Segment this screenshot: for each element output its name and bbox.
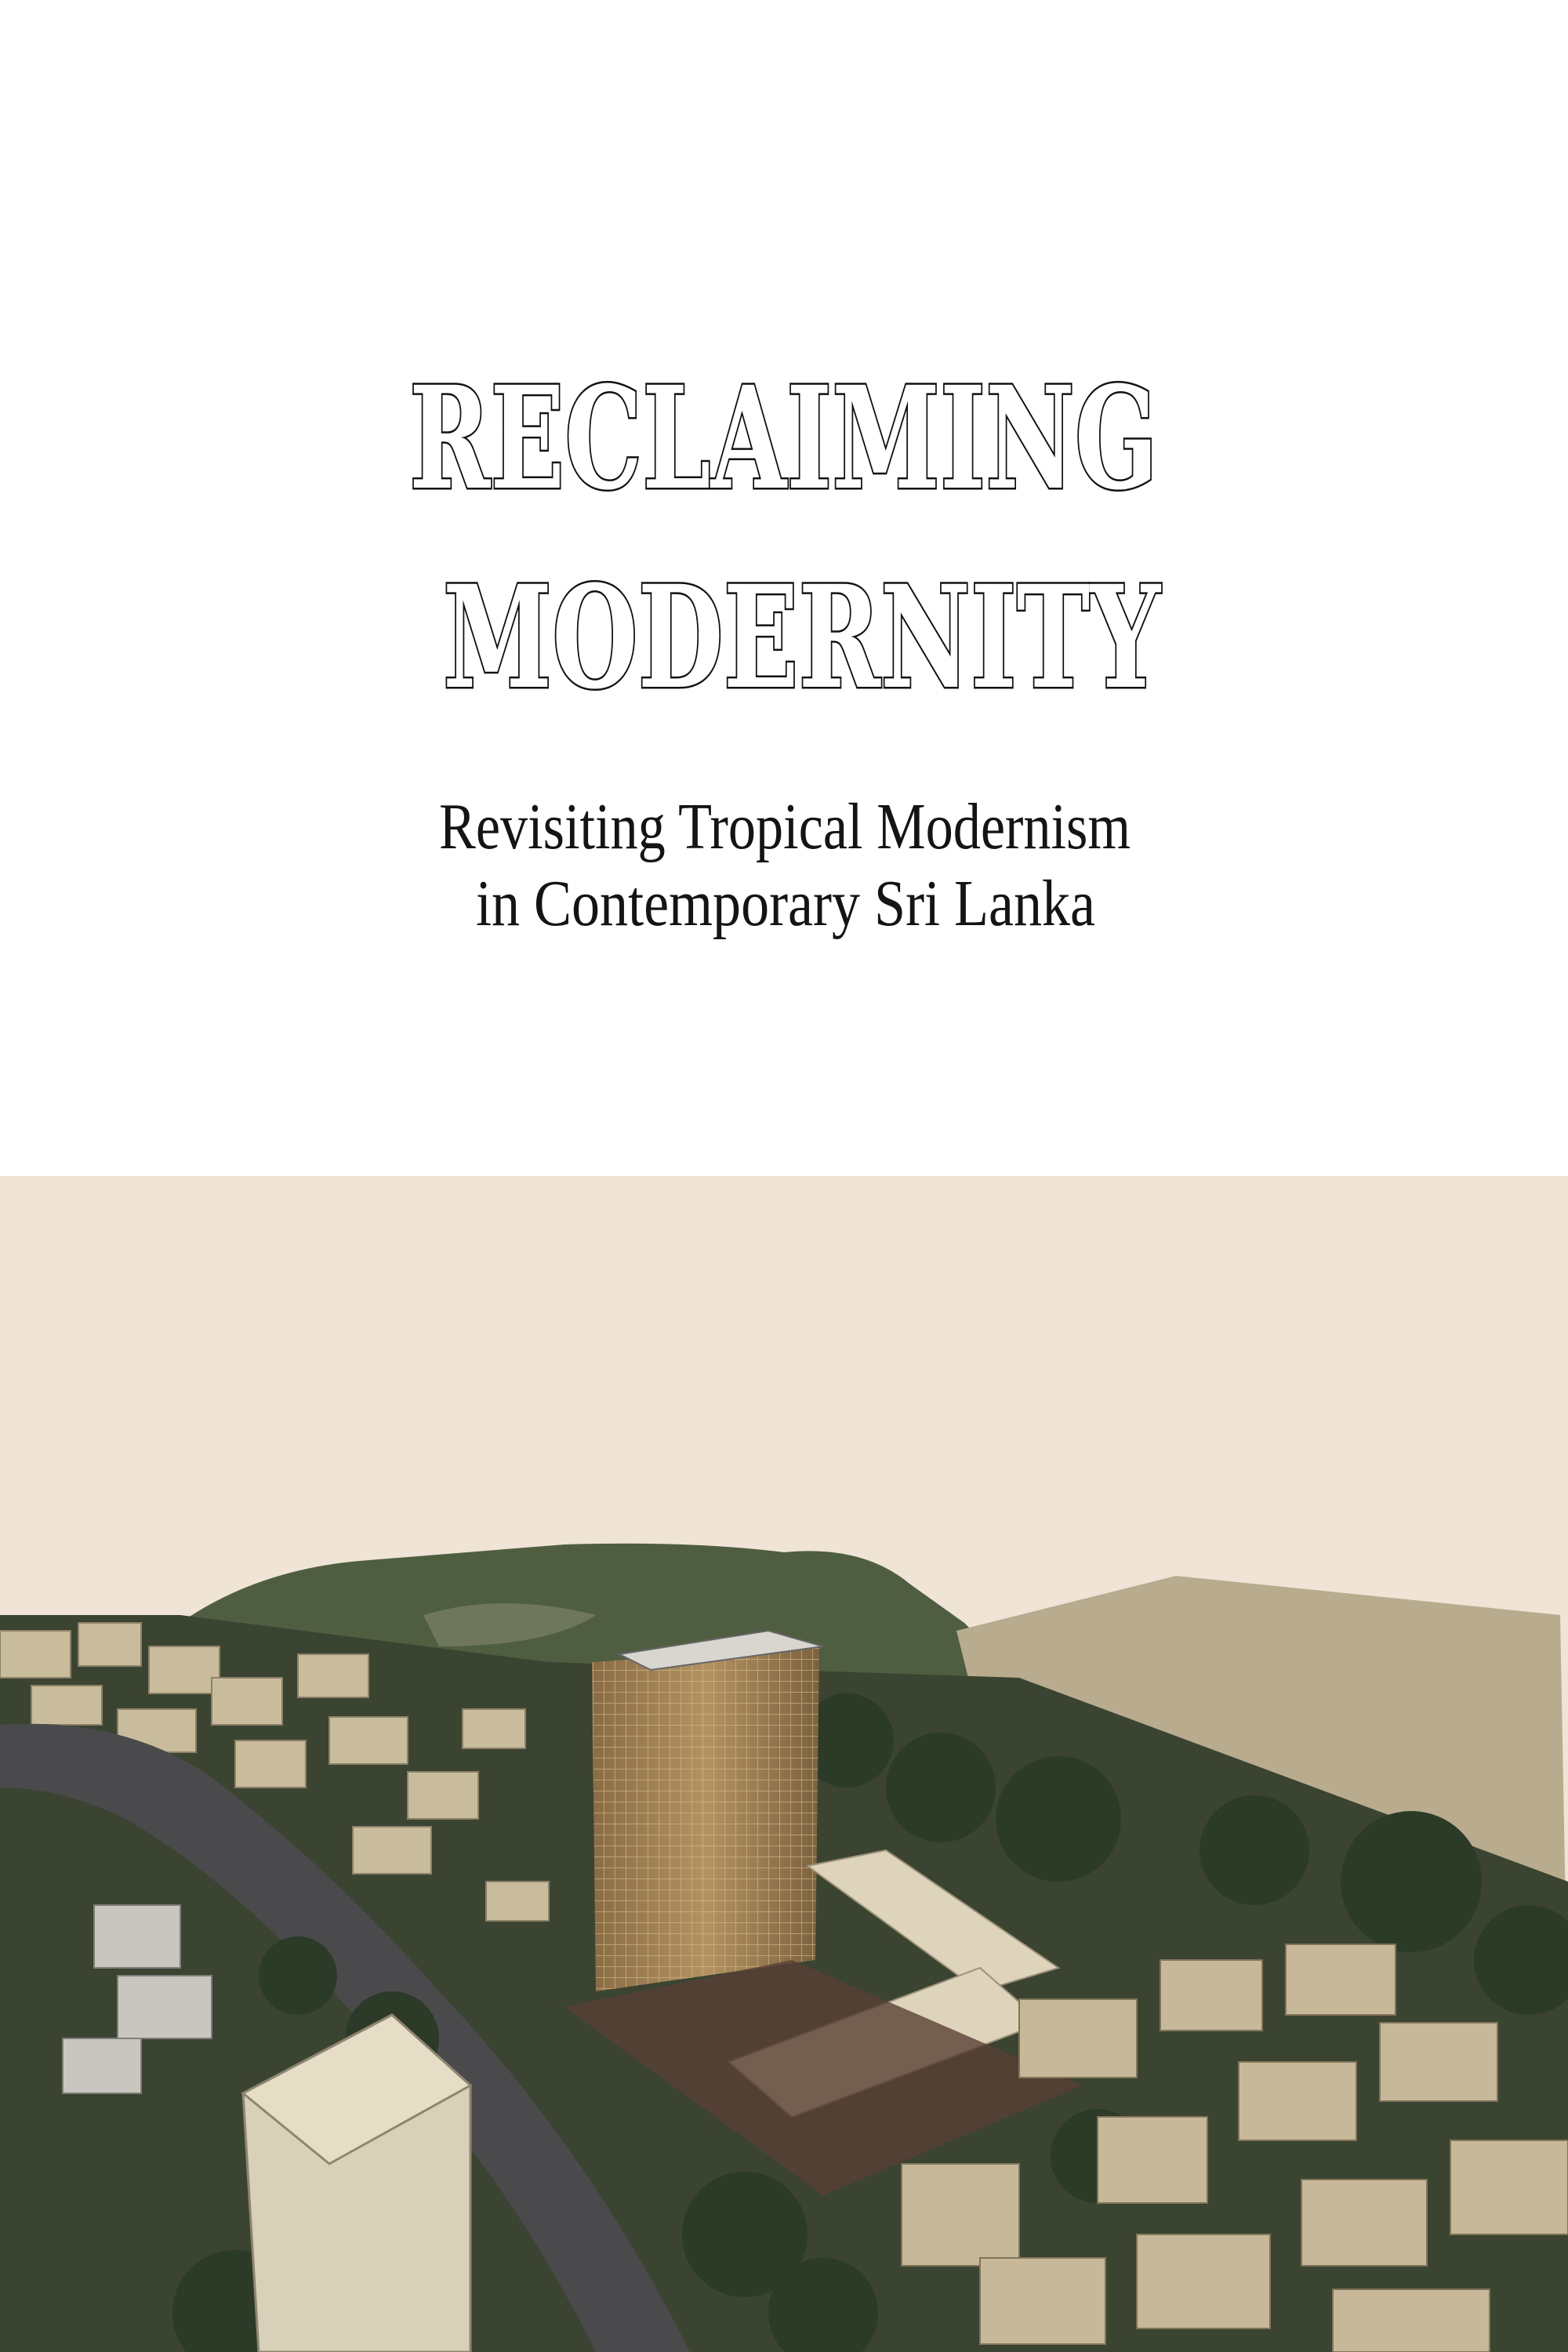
subtitle-line-1: Revisiting Tropical Modernism [439,790,1131,863]
title-line-1: RECLAIMING [409,356,1158,521]
title-line-2: MODERNITY [443,555,1162,720]
cover-title-block [0,0,1568,1019]
aerial-render-image [0,1176,1568,2352]
tower [592,1631,823,1991]
subtitle-line-2: in Contemporary Sri Lanka [476,867,1095,940]
